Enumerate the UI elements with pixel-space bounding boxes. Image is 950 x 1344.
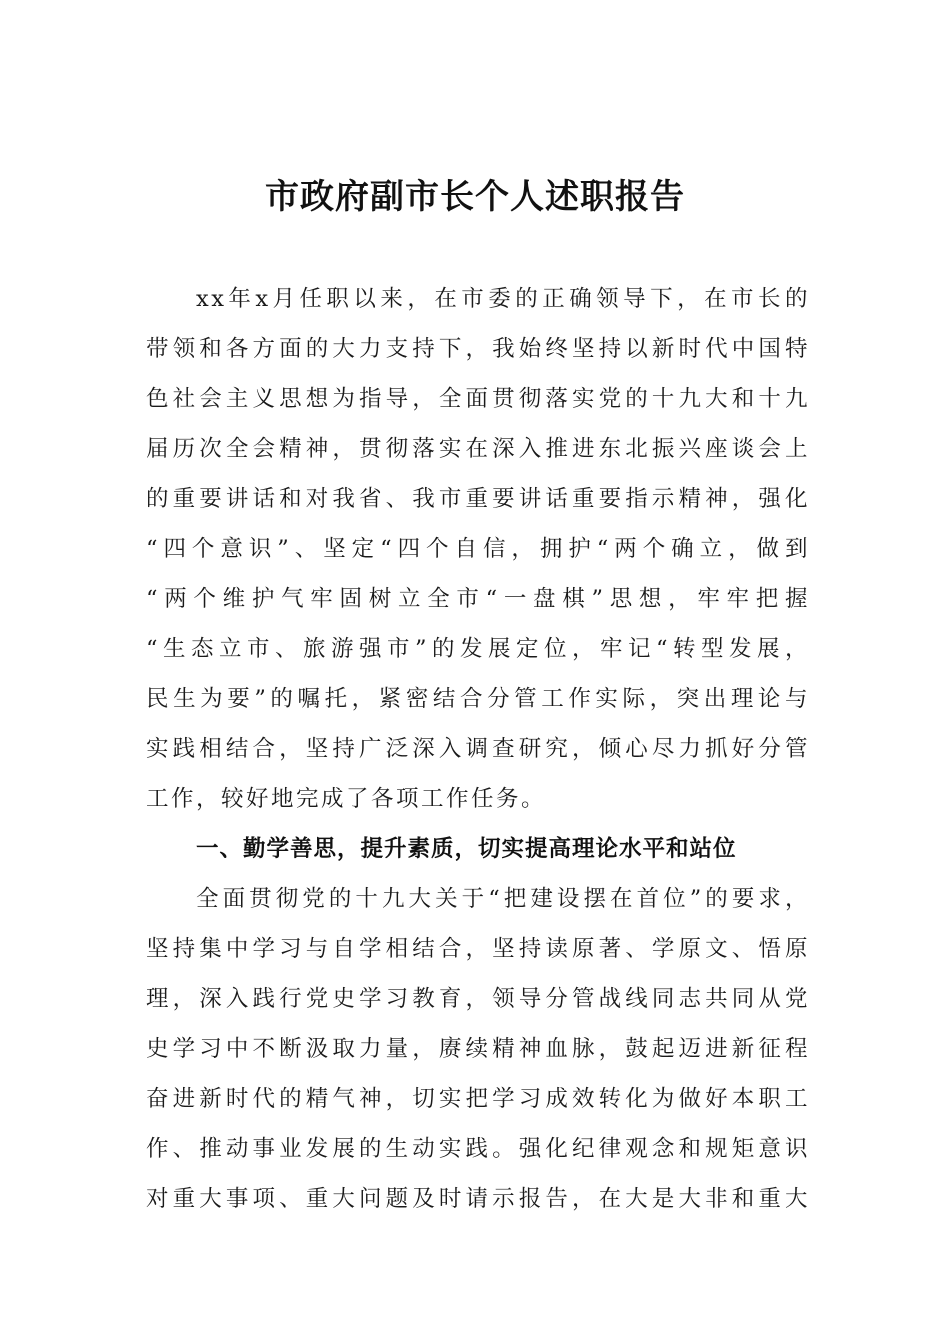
intro-paragraph (146, 274, 810, 1224)
paragraph-line: 全面贯彻党的十九大关于“把建设摆在首位”的要求， (196, 886, 810, 912)
paragraph-line: 色社会主义思想为指导，全面贯彻落实党的十九大和十九 (146, 386, 810, 412)
document-title: 市政府副市长个人述职报告 (265, 177, 685, 217)
paragraph-line: 的重要讲话和对我省、我市重要讲话重要指示精神，强化 (146, 486, 810, 512)
paragraph-line: 带领和各方面的大力支持下，我始终坚持以新时代中国特 (146, 336, 810, 362)
paragraph-line: “两个维护气牢固树立全市“一盘棋”思想，牢牢把握 (146, 586, 810, 612)
paragraph-line: 民生为要”的嘱托，紧密结合分管工作实际，突出理论与 (146, 686, 810, 712)
paragraph-line: 届历次全会精神，贯彻落实在深入推进东北振兴座谈会上 (146, 436, 810, 462)
paragraph-line: 工作，较好地完成了各项工作任务。 (146, 786, 547, 812)
section-heading: 一、勤学善思，提升素质，切实提高理论水平和站位 (196, 836, 737, 862)
paragraph-line: xx年x月任职以来，在市委的正确领导下，在市长的 (196, 286, 810, 312)
paragraph-line: 史学习中不断汲取力量，赓续精神血脉，鼓起迈进新征程 (146, 1036, 810, 1062)
paragraph-line: 理，深入践行党史学习教育，领导分管战线同志共同从党 (146, 986, 810, 1012)
paragraph-line: 坚持集中学习与自学相结合，坚持读原著、学原文、悟原 (146, 936, 810, 962)
paragraph-line: 实践相结合，坚持广泛深入调查研究，倾心尽力抓好分管 (146, 736, 810, 762)
paragraph-line: 对重大事项、重大问题及时请示报告，在大是大非和重大 (146, 1186, 810, 1212)
paragraph-line: “四个意识”、坚定“四个自信，拥护“两个确立，做到 (146, 536, 810, 562)
paragraph-line: 作、推动事业发展的生动实践。强化纪律观念和规矩意识 (146, 1136, 810, 1162)
paragraph-line: “生态立市、旅游强市”的发展定位，牢记“转型发展， (146, 636, 810, 662)
paragraph-line: 奋进新时代的精气神，切实把学习成效转化为做好本职工 (146, 1086, 810, 1112)
